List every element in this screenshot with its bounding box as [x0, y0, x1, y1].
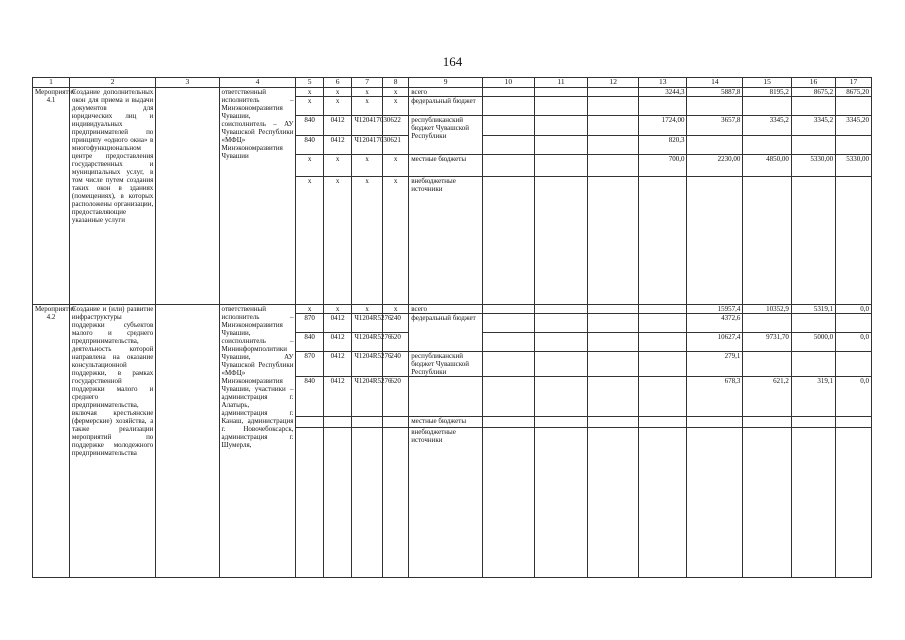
column-header: 12	[588, 78, 639, 88]
code-cell: 0412	[323, 136, 351, 155]
empty-cell	[534, 97, 588, 116]
code-cell: x	[323, 88, 351, 97]
funding-source: всего	[409, 305, 483, 314]
empty-cell	[534, 136, 588, 155]
column-header: 8	[382, 78, 408, 88]
code-cell: 622	[382, 116, 408, 136]
amount-cell: 9731,70	[743, 333, 791, 352]
empty-cell	[483, 428, 535, 578]
amount-cell: 2230,00	[687, 155, 743, 177]
column-header: 11	[534, 78, 588, 88]
code-cell	[352, 417, 383, 428]
event-description: Создание дополнительных окон для приема и выдачи документов для юридических лиц и индивидуальных предпринимателей по принципу «одного окна» в многофункциональном центре предоставления государственных и муниципальных услуг, в том числе путем создания таких окон в зданиях (помещениях), в которых расположены организации, предоставляющие указанные услуги	[69, 88, 155, 305]
column-header: 15	[743, 78, 791, 88]
amount-cell	[743, 97, 791, 116]
code-cell: 0412	[323, 377, 351, 417]
empty-cell	[588, 352, 639, 377]
empty-cell	[534, 377, 588, 417]
empty-cell	[588, 428, 639, 578]
code-cell: x	[296, 88, 323, 97]
column-header: 9	[409, 78, 483, 88]
amount-cell: 5000,0	[791, 333, 835, 352]
amount-cell: 279,1	[687, 352, 743, 377]
amount-cell: 3345,20	[836, 116, 872, 136]
amount-cell	[836, 352, 872, 377]
code-cell: 840	[296, 377, 323, 417]
code-cell	[296, 417, 323, 428]
empty-cell	[534, 88, 588, 97]
amount-cell: 621,2	[743, 377, 791, 417]
empty-cell	[588, 417, 639, 428]
code-cell: x	[352, 305, 383, 314]
code-cell: x	[382, 155, 408, 177]
funding-source	[409, 377, 483, 417]
amount-cell	[836, 177, 872, 305]
empty-cell	[483, 177, 535, 305]
funding-source: местные бюджеты	[409, 155, 483, 177]
amount-cell	[638, 333, 686, 352]
amount-cell	[638, 352, 686, 377]
empty-cell	[588, 136, 639, 155]
code-cell: Ч1204R5276	[352, 352, 383, 377]
empty-cell	[534, 305, 588, 314]
amount-cell	[836, 136, 872, 155]
code-cell: 621	[382, 136, 408, 155]
code-cell: 0412	[323, 116, 351, 136]
amount-cell: 8675,20	[836, 88, 872, 97]
responsible-executor: ответственный исполнитель – Минэкономразвития Чувашии, соисполнитель – АУ Чувашской Республики «МФЦ» Минэкономразвития Чувашии	[219, 88, 296, 305]
code-cell: 240	[382, 314, 408, 333]
amount-cell: 820,3	[638, 136, 686, 155]
amount-cell	[791, 352, 835, 377]
code-cell: Ч120417030	[352, 136, 383, 155]
code-cell: 840	[296, 333, 323, 352]
empty-cell	[534, 314, 588, 333]
column-header: 1	[33, 78, 70, 88]
amount-cell: 0,0	[836, 305, 872, 314]
amount-cell	[791, 417, 835, 428]
empty-cell	[156, 88, 219, 305]
amount-cell: 8195,2	[743, 88, 791, 97]
code-cell: x	[382, 97, 408, 116]
column-header: 10	[483, 78, 535, 88]
amount-cell	[638, 305, 686, 314]
empty-cell	[588, 155, 639, 177]
amount-cell	[638, 428, 686, 578]
code-cell	[382, 428, 408, 578]
amount-cell: 4372,6	[687, 314, 743, 333]
amount-cell	[791, 428, 835, 578]
empty-cell	[534, 116, 588, 136]
column-header: 17	[836, 78, 872, 88]
empty-cell	[534, 155, 588, 177]
amount-cell	[638, 177, 686, 305]
amount-cell	[687, 177, 743, 305]
code-cell: x	[382, 177, 408, 305]
amount-cell: 5319,1	[791, 305, 835, 314]
funding-source: федеральный бюджет	[409, 97, 483, 116]
empty-cell	[534, 177, 588, 305]
empty-cell	[156, 305, 219, 578]
amount-cell: 4850,00	[743, 155, 791, 177]
empty-cell	[483, 97, 535, 116]
column-header: 5	[296, 78, 323, 88]
page-number: 164	[442, 54, 463, 69]
funding-source: внебюджетные источники	[409, 177, 483, 305]
amount-cell	[743, 136, 791, 155]
code-cell: 240	[382, 352, 408, 377]
empty-cell	[483, 377, 535, 417]
amount-cell	[836, 97, 872, 116]
code-cell: x	[352, 88, 383, 97]
empty-cell	[588, 314, 639, 333]
empty-cell	[483, 116, 535, 136]
amount-cell	[687, 428, 743, 578]
code-cell: x	[323, 177, 351, 305]
column-header: 7	[352, 78, 383, 88]
code-cell	[352, 428, 383, 578]
amount-cell: 5330,00	[836, 155, 872, 177]
amount-cell	[687, 97, 743, 116]
amount-cell: 3657,8	[687, 116, 743, 136]
event-name: Мероприятие 4.1	[33, 88, 70, 305]
amount-cell: 319,1	[791, 377, 835, 417]
code-cell	[296, 428, 323, 578]
amount-cell: 700,0	[638, 155, 686, 177]
code-cell: 0412	[323, 352, 351, 377]
header-row	[33, 78, 872, 88]
code-cell: 840	[296, 116, 323, 136]
column-header: 6	[323, 78, 351, 88]
amount-cell	[743, 417, 791, 428]
code-cell: x	[296, 97, 323, 116]
code-cell: Ч120417030	[352, 116, 383, 136]
empty-cell	[483, 314, 535, 333]
amount-cell	[638, 377, 686, 417]
amount-cell	[743, 314, 791, 333]
empty-cell	[534, 428, 588, 578]
amount-cell	[836, 417, 872, 428]
empty-cell	[588, 177, 639, 305]
amount-cell	[638, 314, 686, 333]
empty-cell	[534, 352, 588, 377]
code-cell: Ч1204R5276	[352, 333, 383, 352]
amount-cell: 10352,9	[743, 305, 791, 314]
code-cell: x	[323, 305, 351, 314]
code-cell: 0412	[323, 333, 351, 352]
amount-cell	[791, 177, 835, 305]
amount-cell: 8675,2	[791, 88, 835, 97]
code-cell: x	[382, 305, 408, 314]
code-cell	[323, 417, 351, 428]
code-cell: 840	[296, 136, 323, 155]
code-cell	[382, 417, 408, 428]
amount-cell	[743, 177, 791, 305]
empty-cell	[588, 377, 639, 417]
table-row	[33, 305, 872, 314]
funding-source: федеральный бюджет	[409, 314, 483, 352]
code-cell: Ч1204R5276	[352, 314, 383, 333]
empty-cell	[483, 305, 535, 314]
amount-cell	[743, 352, 791, 377]
empty-cell	[483, 155, 535, 177]
empty-cell	[483, 136, 535, 155]
code-cell: 0412	[323, 314, 351, 333]
amount-cell: 3345,2	[743, 116, 791, 136]
code-cell: x	[296, 177, 323, 305]
amount-cell: 0,0	[836, 333, 872, 352]
column-header: 14	[687, 78, 743, 88]
column-header: 4	[219, 78, 296, 88]
code-cell: 870	[296, 314, 323, 333]
amount-cell: 15957,4	[687, 305, 743, 314]
code-cell: x	[296, 305, 323, 314]
code-cell: x	[352, 177, 383, 305]
empty-cell	[588, 333, 639, 352]
amount-cell: 5330,00	[791, 155, 835, 177]
code-cell: x	[323, 97, 351, 116]
code-cell: x	[382, 88, 408, 97]
empty-cell	[588, 305, 639, 314]
amount-cell	[687, 417, 743, 428]
code-cell: x	[352, 97, 383, 116]
funding-source: республиканский бюджет Чувашской Республики	[409, 352, 483, 377]
funding-source: республиканский бюджет Чувашской Республики	[409, 116, 483, 155]
responsible-executor: ответственный исполнитель – Минэкономразвития Чувашии, соисполнитель – Мининформполитики Чувашии, АУ Чувашской Республики «МФЦ» Минэкономразвития Чувашии, участники – администрация г. Алатырь, администрация г. Канаш, администрация г. Новочебоксарск, администрация г. Шумерля,	[219, 305, 296, 578]
amount-cell: 3244,3	[638, 88, 686, 97]
amount-cell: 3345,2	[791, 116, 835, 136]
amount-cell	[791, 97, 835, 116]
column-header: 3	[156, 78, 219, 88]
table-row	[33, 88, 872, 97]
empty-cell	[483, 333, 535, 352]
amount-cell	[791, 314, 835, 333]
code-cell: x	[296, 155, 323, 177]
column-header: 2	[69, 78, 155, 88]
event-name: Мероприятие 4.2	[33, 305, 70, 578]
amount-cell: 10627,4	[687, 333, 743, 352]
amount-cell: 0,0	[836, 377, 872, 417]
amount-cell	[836, 428, 872, 578]
code-cell: Ч1204R5276	[352, 377, 383, 417]
code-cell: 620	[382, 377, 408, 417]
amount-cell: 5887,8	[687, 88, 743, 97]
amount-cell	[836, 314, 872, 333]
amount-cell	[687, 136, 743, 155]
empty-cell	[483, 88, 535, 97]
empty-cell	[588, 97, 639, 116]
code-cell: 620	[382, 333, 408, 352]
empty-cell	[483, 352, 535, 377]
amount-cell	[791, 136, 835, 155]
amount-cell	[743, 428, 791, 578]
funding-source: внебюджетные источники	[409, 428, 483, 578]
empty-cell	[483, 417, 535, 428]
amount-cell	[638, 97, 686, 116]
amount-cell	[638, 417, 686, 428]
budget-table	[32, 77, 872, 578]
code-cell	[323, 428, 351, 578]
empty-cell	[588, 88, 639, 97]
amount-cell: 1724,00	[638, 116, 686, 136]
funding-source: местные бюджеты	[409, 417, 483, 428]
column-header: 16	[791, 78, 835, 88]
amount-cell: 678,3	[687, 377, 743, 417]
empty-cell	[588, 116, 639, 136]
funding-source: всего	[409, 88, 483, 97]
column-header: 13	[638, 78, 686, 88]
code-cell: 870	[296, 352, 323, 377]
event-description: Создание и (или) развитие инфраструктуры поддержки субъектов малого и среднего предпринимательства, деятельность которой направлена на оказание консультационной поддержки, в рамках государственной поддержки малого и среднего предпринимательства, включая крестьянские (фермерские) хозяйства, а также реализации мероприятий по поддержке молодежного предпринимательства	[69, 305, 155, 578]
code-cell: x	[323, 155, 351, 177]
empty-cell	[534, 333, 588, 352]
empty-cell	[534, 417, 588, 428]
code-cell: x	[352, 155, 383, 177]
